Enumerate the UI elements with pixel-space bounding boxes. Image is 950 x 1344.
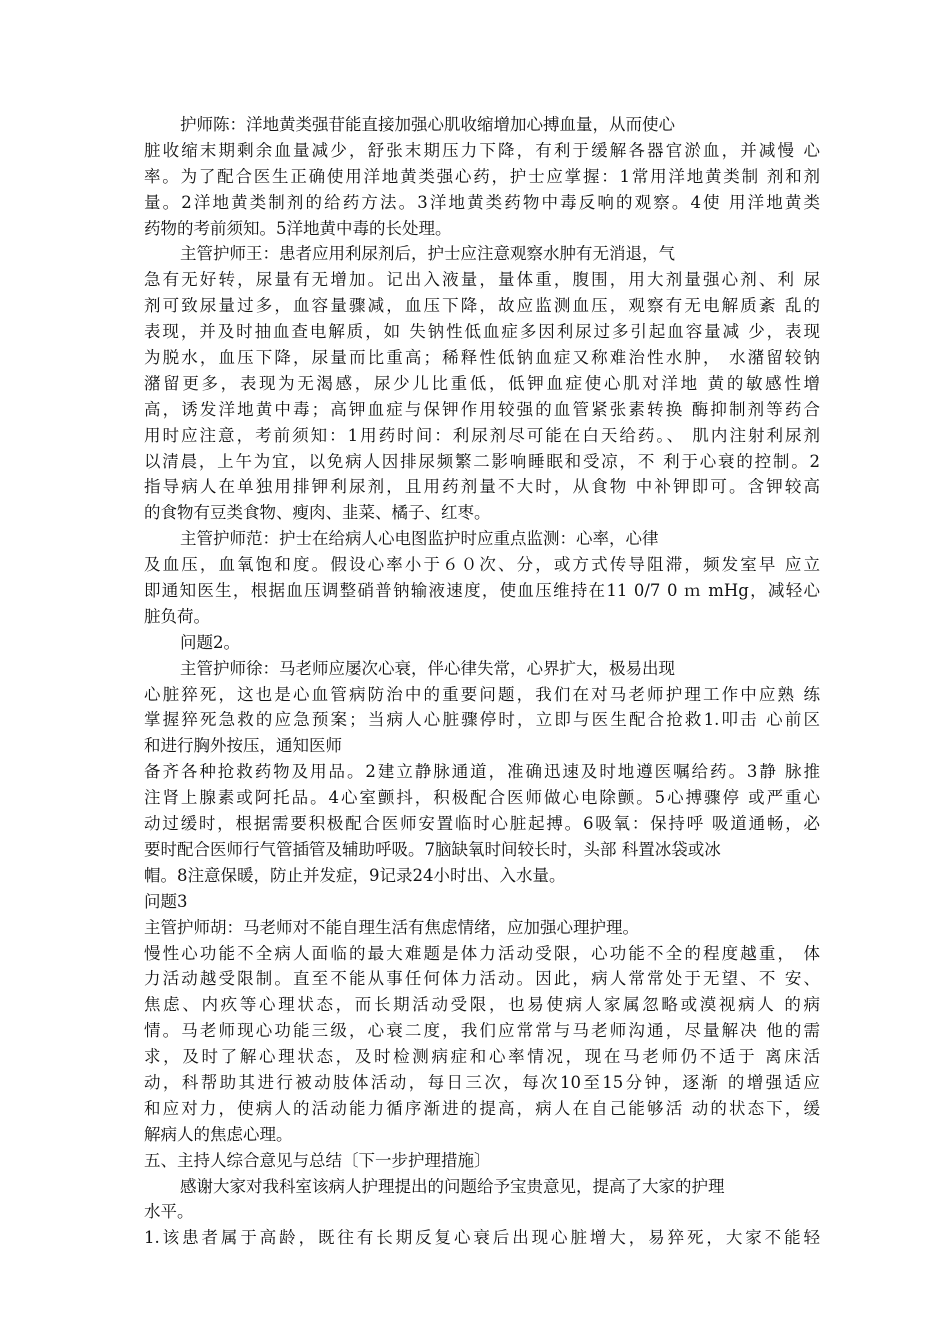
text-line: 水平。	[144, 1202, 194, 1222]
text-line: 为脱水，血压下降，尿量而比重高；稀释性低钠血症又称难治性水肿， 水潴留较钠	[144, 348, 820, 368]
text-line: 力活动越受限制。直至不能从事任何体力活动。因此，病人常常处于无望、不 安、	[144, 969, 820, 989]
text-line: 量。2洋地黄类制剂的给药方法。3洋地黄类药物中毒反响的观察。4使 用洋地黄类	[144, 192, 820, 212]
text-line: 及血压，血氧饱和度。假设心率小于６０次、分，或方式传导阻滞，频发室早 应立	[144, 555, 820, 575]
document-body	[144, 112, 820, 1251]
text-line: 用时应注意，考前须知：1用药时间：利尿剂尽可能在白天给药。、 肌内注射利尿剂	[144, 425, 820, 445]
text-line: 脏负荷。	[144, 606, 210, 626]
text-line: 潴留更多，表现为无渴感，尿少儿比重低，低钾血症使心肌对洋地 黄的敏感性增	[144, 373, 820, 393]
text-line: 主管护师徐：马老师应屡次心衰，伴心律失常，心界扩大，极易出现	[180, 658, 675, 678]
text-line: 求，及时了解心理状态，及时检测病症和心率情况，现在马老师仍不适于 离床活	[144, 1047, 820, 1067]
text-line: 心脏猝死，这也是心血管病防治中的重要问题，我们在对马老师护理工作中应熟 练	[144, 684, 820, 704]
text-line: 的食物有豆类食物、瘦肉、韭菜、橘子、红枣。	[144, 503, 491, 523]
text-line: 焦虑、内疚等心理状态，而长期活动受限，也易使病人家属忽略或漠视病人 的病	[144, 995, 820, 1015]
text-line: 主管护师范：护士在给病人心电图监护时应重点监测：心率，心律	[180, 529, 659, 549]
text-line: 和进行胸外按压，通知医师	[144, 736, 342, 756]
text-line: 主管护师胡：马老师对不能自理生活有焦虑情绪，应加强心理护理。	[144, 917, 639, 937]
text-line: 情。马老师现心功能三级，心衰二度，我们应常常与马老师沟通，尽量解决 他的需	[144, 1021, 820, 1041]
text-line: 动过缓时，根据需要积极配合医师安置临时心脏起搏。6吸氧：保持呼 吸道通畅，必	[144, 814, 820, 834]
text-line: 以清晨，上午为宜，以免病人因排尿频繁二影响睡眠和受凉，不 利于心衰的控制。2	[144, 451, 820, 471]
text-line: 药物的考前须知。5洋地黄中毒的长处理。	[144, 218, 452, 238]
text-line: 表现，并及时抽血查电解质，如 失钠性低血症多因利尿过多引起血容量减 少，表现	[144, 322, 820, 342]
text-line: 注肾上腺素或阿托品。4心室颤抖，积极配合医师做心电除颤。5心搏骤停 或严重心	[144, 788, 820, 808]
text-line: 动，科帮助其进行被动肢体活动，每日三次，每次10至15分钟，逐渐 的增强适应	[144, 1072, 820, 1092]
text-line: 问题2。	[180, 632, 240, 652]
section-heading: 问题3	[144, 891, 188, 911]
section-heading: 五、主持人综合意见与总结〔下一步护理措施〕	[144, 1150, 491, 1170]
text-line: 帽。8注意保暖，防止并发症，9记录24小时出、入水量。	[144, 865, 566, 885]
text-line: 即通知医生，根据血压调整硝普钠输液速度，使血压维持在11 0/7 0 ｍ mHg，减轻心	[144, 581, 820, 601]
text-line: 脏收缩末期剩余血量减少，舒张末期压力下降，有利于缓解各器官淤血，并减慢 心	[144, 140, 820, 160]
text-line: 主管护师王：患者应用利尿剂后，护士应注意观察水肿有无消退，气	[180, 244, 675, 264]
text-line: 要时配合医师行气管插管及辅助呼吸。7脑缺氧时间较长时，头部 科置冰袋或冰	[144, 839, 721, 859]
text-line: 指导病人在单独用排钾利尿剂，且用药剂量不大时，从食物 中补钾即可。含钾较高	[144, 477, 820, 497]
text-line: 和应对力，使病人的活动能力循序渐进的提高，病人在自己能够活 动的状态下，缓	[144, 1098, 820, 1118]
text-line: 备齐各种抢救药物及用品。2建立静脉通道，准确迅速及时地遵医嘱给药。3静 脉推	[144, 762, 820, 782]
text-line: 率。为了配合医生正确使用洋地黄类强心药，护士应掌握：1常用洋地黄类制 剂和剂	[144, 166, 820, 186]
text-line: 高，诱发洋地黄中毒；高钾血症与保钾作用较强的血管紧张素转换 酶抑制剂等药合	[144, 399, 820, 419]
text-line: 掌握猝死急救的应急预案；当病人心脏骤停时，立即与医生配合抢救1.叩击 心前区	[144, 710, 820, 730]
text-line: 剂可致尿量过多，血容量骤减，血压下降，故应监测血压，观察有无电解质紊 乱的	[144, 296, 820, 316]
text-line: 1.该患者属于高龄，既往有长期反复心衰后出现心脏增大，易猝死，大家不能轻	[144, 1228, 820, 1248]
text-line: 解病人的焦虑心理。	[144, 1124, 293, 1144]
text-line: 慢性心功能不全病人面临的最大难题是体力活动受限，心功能不全的程度越重， 体	[144, 943, 820, 963]
text-line: 感谢大家对我科室该病人护理提出的问题给予宝贵意见，提高了大家的护理	[180, 1176, 725, 1196]
text-line: 急有无好转，尿量有无增加。记出入液量，量体重，腹围，用大剂量强心剂、利 尿	[144, 270, 820, 290]
text-line: 护师陈：洋地黄类强苷能直接加强心肌收缩增加心搏血量，从而使心	[180, 115, 675, 134]
